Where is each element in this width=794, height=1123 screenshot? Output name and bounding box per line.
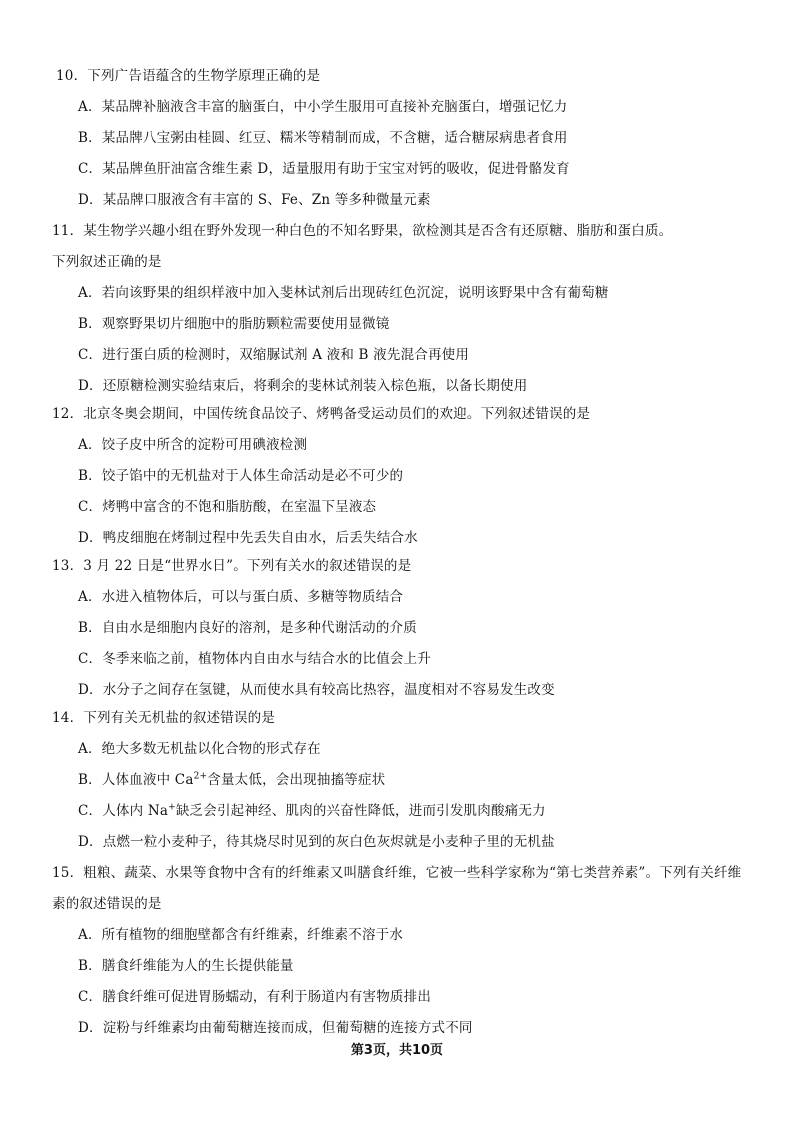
question-13-option-d: D．水分子之间存在氢键，从而使水具有较高比热容，温度相对不容易发生改变 (78, 682, 555, 698)
question-12-option-c: C．烤鸭中富含的不饱和脂肪酸，在室温下呈液态 (78, 499, 377, 515)
question-13-option-c: C．冬季来临之前，植物体内自由水与结合水的比值会上升 (78, 651, 432, 667)
question-10-option-d: D．某品牌口服液含有丰富的 S、Fe、Zn 等多种微量元素 (78, 192, 431, 208)
question-15-option-d: D．淀粉与纤维素均由葡萄糖连接而成，但葡萄糖的连接方式不同 (78, 1020, 473, 1036)
question-12-option-b: B．饺子馅中的无机盐对于人体生命活动是必不可少的 (78, 468, 404, 484)
question-15-option-c: C．膳食纤维可促进胃肠蠕动，有利于肠道内有害物质排出 (78, 989, 432, 1005)
question-12-option-d: D．鸭皮细胞在烤制过程中先丢失自由水，后丢失结合水 (78, 530, 418, 546)
question-10-option-b: B．某品牌八宝粥由桂圆、红豆、糯米等精制而成，不含糖，适合糖尿病患者食用 (78, 130, 568, 146)
question-14-option-c-rest: 缺乏会引起神经、肌肉的兴奋性降低，进而引发肌肉酸痛无力 (175, 803, 546, 819)
question-13-stem: 13．3 月 22 日是“世界水日”。下列有关水的叙述错误的是 (52, 558, 412, 574)
question-15-stem-continued: 素的叙述错误的是 (52, 896, 162, 912)
question-13-option-b: B．自由水是细胞内良好的溶剂，是多种代谢活动的介质 (78, 620, 417, 636)
question-10-option-a: A．某品牌补脑液含丰富的脑蛋白，中小学生服用可直接补充脑蛋白，增强记忆力 (78, 99, 568, 115)
question-11-option-b: B．观察野果切片细胞中的脂肪颗粒需要使用显微镜 (78, 316, 390, 332)
question-14-option-b (78, 771, 385, 789)
question-10-option-c: C．某品牌鱼肝油富含维生素 D，适量服用有助于宝宝对钙的吸收，促进骨骼发育 (78, 161, 570, 177)
question-11-option-a: A．若向该野果的组织样液中加入斐林试剂后出现砖红色沉淀，说明该野果中含有葡萄糖 (78, 285, 609, 301)
calcium-ion-charge: 2+ (193, 771, 208, 782)
question-15-option-a: A．所有植物的细胞壁都含有纤维素，纤维素不溶于水 (78, 927, 404, 943)
question-14-stem: 14．下列有关无机盐的叙述错误的是 (52, 710, 276, 726)
question-12-stem: 12．北京冬奥会期间，中国传统食品饺子、烤鸭备受运动员们的欢迎。下列叙述错误的是 (52, 406, 591, 422)
question-14-option-c-prefix: C．人体内 Na (78, 803, 169, 819)
question-14-option-c (78, 802, 546, 820)
question-10-stem: 10．下列广告语蕴含的生物学原理正确的是 (56, 68, 321, 84)
question-12-option-a: A．饺子皮中所含的淀粉可用碘液检测 (78, 437, 308, 453)
question-14-option-b-rest: 含量太低，会出现抽搐等症状 (207, 772, 386, 788)
question-15-stem: 15．粗粮、蔬菜、水果等食物中含有的纤维素又叫膳食纤维，它被一些科学家称为“第七类营养素”。下列有关纤维 (52, 865, 742, 881)
question-11-option-c: C．进行蛋白质的检测时，双缩脲试剂 A 液和 B 液先混合再使用 (78, 347, 470, 363)
question-14-option-a: A．绝大多数无机盐以化合物的形式存在 (78, 741, 321, 757)
question-13-option-a: A．水进入植物体后，可以与蛋白质、多糖等物质结合 (78, 589, 404, 605)
page-footer: 第3页，共10页 (350, 1043, 444, 1058)
question-14-option-b-prefix: B．人体血液中 Ca (78, 772, 194, 788)
question-11-option-d: D．还原糖检测实验结束后，将剩余的斐林试剂装入棕色瓶，以备长期使用 (78, 378, 528, 394)
question-15-option-b: B．膳食纤维能为人的生长提供能量 (78, 958, 294, 974)
question-11-stem: 11．某生物学兴趣小组在野外发现一种白色的不知名野果，欲检测其是否含有还原糖、脂肪和蛋白质。 (52, 223, 673, 239)
question-11-stem-continued: 下列叙述正确的是 (52, 254, 162, 270)
sodium-ion-charge: + (168, 802, 176, 813)
question-14-option-d: D．点燃一粒小麦种子，待其烧尽时见到的灰白色灰烬就是小麦种子里的无机盐 (78, 834, 555, 850)
